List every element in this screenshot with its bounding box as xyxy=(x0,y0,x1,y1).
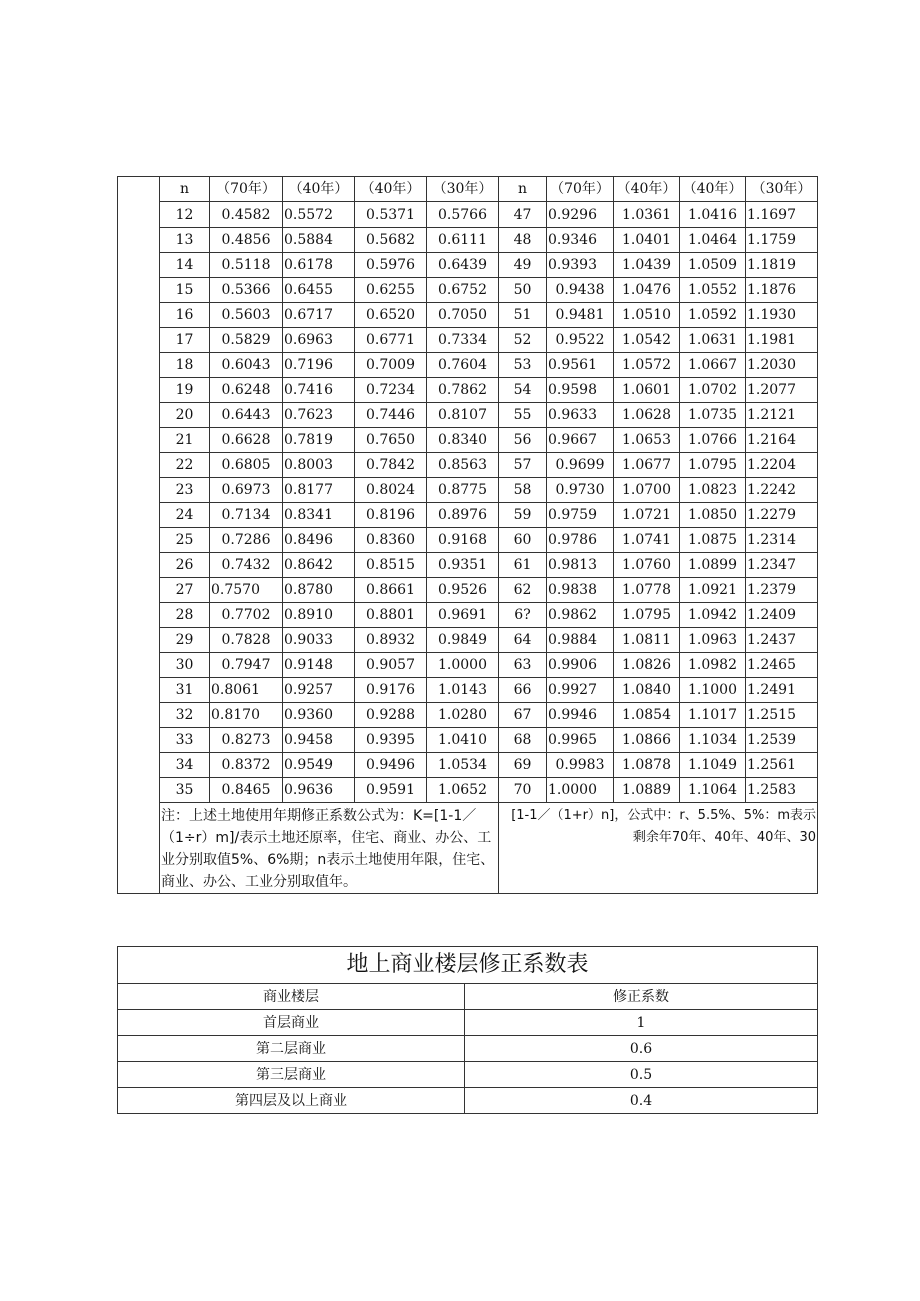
table-cell: 15 xyxy=(160,278,210,303)
table-cell: 0.8341 xyxy=(283,503,355,528)
table-cell: 0.7446 xyxy=(355,403,427,428)
table-cell: 1.0702 xyxy=(680,378,746,403)
table-cell: 0.8563 xyxy=(427,453,499,478)
table-cell: 1.0899 xyxy=(680,553,746,578)
table-cell: 0.9346 xyxy=(547,228,614,253)
coefficient-cell: 0.6 xyxy=(465,1036,818,1062)
floor-table-body xyxy=(118,1010,818,1114)
table-cell: 0.6255 xyxy=(355,278,427,303)
table-cell: 1.0850 xyxy=(680,503,746,528)
table-cell: 0.6771 xyxy=(355,328,427,353)
table-cell: 1.0700 xyxy=(614,478,680,503)
table-cell: 0.5766 xyxy=(427,202,499,228)
table-cell: 0.6520 xyxy=(355,303,427,328)
table-row xyxy=(118,578,818,603)
coefficient-cell: 1 xyxy=(465,1010,818,1036)
table-cell: 1.0280 xyxy=(427,703,499,728)
table-cell: 0.5884 xyxy=(283,228,355,253)
table-row xyxy=(118,353,818,378)
table-cell: 0.6717 xyxy=(283,303,355,328)
table-cell: 1.0875 xyxy=(680,528,746,553)
table-cell: 1.0552 xyxy=(680,278,746,303)
table-cell: 31 xyxy=(160,678,210,703)
table-cell: 50 xyxy=(499,278,547,303)
table-cell: 1.0572 xyxy=(614,353,680,378)
table-cell: 0.8360 xyxy=(355,528,427,553)
table-cell: 1.1017 xyxy=(680,703,746,728)
table-cell: 0.7334 xyxy=(427,328,499,353)
table-cell: 1.2515 xyxy=(746,703,818,728)
table-cell: 0.9561 xyxy=(547,353,614,378)
coefficient-cell: 0.4 xyxy=(465,1088,818,1114)
table-cell: 1.0921 xyxy=(680,578,746,603)
coefficient-cell: 0.5 xyxy=(465,1062,818,1088)
table-cell: 1.1000 xyxy=(680,678,746,703)
table-cell: 1.2314 xyxy=(746,528,818,553)
table-cell: 0.7196 xyxy=(283,353,355,378)
table-cell: 0.6178 xyxy=(283,253,355,278)
column-header: （40年） xyxy=(283,177,355,202)
table-cell: 1.1049 xyxy=(680,753,746,778)
table-cell: 0.9633 xyxy=(547,403,614,428)
table-cell: 0.7009 xyxy=(355,353,427,378)
table-cell: 0.9965 xyxy=(547,728,614,753)
column-header: （70年） xyxy=(547,177,614,202)
table-cell: 0.6752 xyxy=(427,278,499,303)
table-cell: 69 xyxy=(499,753,547,778)
table-cell: 1.0361 xyxy=(614,202,680,228)
table-cell: 0.6043 xyxy=(210,353,283,378)
table-cell: 1.0866 xyxy=(614,728,680,753)
table-cell: 1.0854 xyxy=(614,703,680,728)
table-cell: 1.0878 xyxy=(614,753,680,778)
table-cell: 0.9526 xyxy=(427,578,499,603)
table-cell: 0.7828 xyxy=(210,628,283,653)
table-cell: 0.8976 xyxy=(427,503,499,528)
table-cell: 1.1759 xyxy=(746,228,818,253)
table-cell: 1.0601 xyxy=(614,378,680,403)
column-header: n xyxy=(160,177,210,202)
table-row xyxy=(118,703,818,728)
table-cell: 70 xyxy=(499,778,547,803)
table-cell: 17 xyxy=(160,328,210,353)
table-row xyxy=(118,1088,818,1114)
table-cell: 1.1981 xyxy=(746,328,818,353)
table-cell: 16 xyxy=(160,303,210,328)
table-row xyxy=(118,603,818,628)
table-cell: 1.2077 xyxy=(746,378,818,403)
table-cell: 0.9438 xyxy=(547,278,614,303)
table-cell: 1.0000 xyxy=(427,653,499,678)
table-cell: 1.1034 xyxy=(680,728,746,753)
commercial-floor-coefficient-table xyxy=(117,946,818,1114)
table-cell: 1.0476 xyxy=(614,278,680,303)
coefficient-header: 修正系数 xyxy=(465,984,818,1010)
table-cell: 1.0592 xyxy=(680,303,746,328)
table-cell: 0.8107 xyxy=(427,403,499,428)
column-header: （70年） xyxy=(210,177,283,202)
table-row xyxy=(118,428,818,453)
table-cell: 0.8170 xyxy=(210,703,283,728)
table-cell: 0.9591 xyxy=(355,778,427,803)
table-cell: 1.0942 xyxy=(680,603,746,628)
table-cell: 0.5371 xyxy=(355,202,427,228)
table-cell: 20 xyxy=(160,403,210,428)
table-cell: 0.7604 xyxy=(427,353,499,378)
table-row xyxy=(118,653,818,678)
table-row xyxy=(118,453,818,478)
table-cell: 51 xyxy=(499,303,547,328)
table-cell: 0.8910 xyxy=(283,603,355,628)
floor-table-title: 地上商业楼层修正系数表 xyxy=(118,947,818,984)
table-cell: 27 xyxy=(160,578,210,603)
table-cell: 0.8496 xyxy=(283,528,355,553)
table-cell: 0.8372 xyxy=(210,753,283,778)
table-row xyxy=(118,678,818,703)
table-cell: 0.9148 xyxy=(283,653,355,678)
table-cell: 1.0410 xyxy=(427,728,499,753)
table-cell: 0.5572 xyxy=(283,202,355,228)
table-cell: 0.9983 xyxy=(547,753,614,778)
table-cell: 26 xyxy=(160,553,210,578)
table-cell: 0.9458 xyxy=(283,728,355,753)
table-cell: 0.9057 xyxy=(355,653,427,678)
table-cell: 0.9360 xyxy=(283,703,355,728)
table-cell: 22 xyxy=(160,453,210,478)
table-row xyxy=(118,753,818,778)
table-cell: 14 xyxy=(160,253,210,278)
table-cell: 1.0464 xyxy=(680,228,746,253)
table-cell: 35 xyxy=(160,778,210,803)
table-cell: 0.9636 xyxy=(283,778,355,803)
table-cell: 1.0889 xyxy=(614,778,680,803)
table-cell: 1.2121 xyxy=(746,403,818,428)
table-cell: 0.7234 xyxy=(355,378,427,403)
table-cell: 0.8465 xyxy=(210,778,283,803)
table-cell: 0.8061 xyxy=(210,678,283,703)
floor-cell: 第二层商业 xyxy=(118,1036,465,1062)
table-row xyxy=(118,528,818,553)
table-cell: 0.4856 xyxy=(210,228,283,253)
table-cell: 0.9906 xyxy=(547,653,614,678)
table-cell: 0.6248 xyxy=(210,378,283,403)
table-cell: 33 xyxy=(160,728,210,753)
table-cell: 0.9351 xyxy=(427,553,499,578)
table-cell: 0.6443 xyxy=(210,403,283,428)
table-cell: 1.0795 xyxy=(614,603,680,628)
table-cell: 0.9884 xyxy=(547,628,614,653)
table-cell: 62 xyxy=(499,578,547,603)
table-cell: 1.0439 xyxy=(614,253,680,278)
table-cell: 1.0840 xyxy=(614,678,680,703)
table-cell: 0.9257 xyxy=(283,678,355,703)
table-cell: 0.7623 xyxy=(283,403,355,428)
table-cell: 0.9730 xyxy=(547,478,614,503)
table-row xyxy=(118,1010,818,1036)
table-cell: 1.0811 xyxy=(614,628,680,653)
table-cell: 68 xyxy=(499,728,547,753)
table-cell: 0.9496 xyxy=(355,753,427,778)
formula-note-right: [1-1／（1+r）n]，公式中：r、5.5%、5%：m表示剩余年70年、40年、40年、30 xyxy=(499,803,818,894)
table-cell: 0.6439 xyxy=(427,253,499,278)
floor-cell: 第三层商业 xyxy=(118,1062,465,1088)
table-cell: 0.6628 xyxy=(210,428,283,453)
table-cell: 0.6111 xyxy=(427,228,499,253)
table-cell: 0.5976 xyxy=(355,253,427,278)
table-cell: 1.1697 xyxy=(746,202,818,228)
table-cell: 0.9838 xyxy=(547,578,614,603)
table-cell: 0.7570 xyxy=(210,578,283,603)
table-cell: 0.7416 xyxy=(283,378,355,403)
table-cell: 0.7050 xyxy=(427,303,499,328)
table-row xyxy=(118,303,818,328)
table-cell: 0.7286 xyxy=(210,528,283,553)
table-cell: 0.9176 xyxy=(355,678,427,703)
table-cell: 58 xyxy=(499,478,547,503)
table-cell: 1.0401 xyxy=(614,228,680,253)
table-cell: 1.0652 xyxy=(427,778,499,803)
table-cell: 23 xyxy=(160,478,210,503)
table-cell: 1.0826 xyxy=(614,653,680,678)
table-row xyxy=(118,1062,818,1088)
table-cell: 25 xyxy=(160,528,210,553)
table-cell: 63 xyxy=(499,653,547,678)
table-row xyxy=(118,278,818,303)
table-cell: 1.0963 xyxy=(680,628,746,653)
table-cell: 21 xyxy=(160,428,210,453)
table-cell: 0.9033 xyxy=(283,628,355,653)
table-cell: 0.8801 xyxy=(355,603,427,628)
table-cell: 1.0000 xyxy=(547,778,614,803)
left-margin-cell xyxy=(118,177,160,894)
table-cell: 0.9786 xyxy=(547,528,614,553)
table-cell: 0.5366 xyxy=(210,278,283,303)
table-cell: 1.2164 xyxy=(746,428,818,453)
table-cell: 0.8932 xyxy=(355,628,427,653)
table-row xyxy=(118,628,818,653)
table-cell: 0.7650 xyxy=(355,428,427,453)
table-cell: 12 xyxy=(160,202,210,228)
table-cell: 0.7947 xyxy=(210,653,283,678)
table-row xyxy=(118,253,818,278)
table-row xyxy=(118,503,818,528)
table-cell: 0.9927 xyxy=(547,678,614,703)
table-cell: 13 xyxy=(160,228,210,253)
table-row xyxy=(118,228,818,253)
table-cell: 1.0982 xyxy=(680,653,746,678)
table-cell: 0.5118 xyxy=(210,253,283,278)
table-cell: 67 xyxy=(499,703,547,728)
table-cell: 0.8642 xyxy=(283,553,355,578)
table-cell: 1.0721 xyxy=(614,503,680,528)
table-cell: 1.2347 xyxy=(746,553,818,578)
table-cell: 1.2583 xyxy=(746,778,818,803)
table-cell: 0.9667 xyxy=(547,428,614,453)
table-cell: 1.0143 xyxy=(427,678,499,703)
table-cell: 0.8273 xyxy=(210,728,283,753)
table-cell: 0.9699 xyxy=(547,453,614,478)
table-cell: 0.4582 xyxy=(210,202,283,228)
table-cell: 1.2491 xyxy=(746,678,818,703)
table-cell: 1.0534 xyxy=(427,753,499,778)
table-cell: 0.5682 xyxy=(355,228,427,253)
table-cell: 0.8177 xyxy=(283,478,355,503)
table-row xyxy=(118,778,818,803)
column-header: （40年） xyxy=(614,177,680,202)
table-cell: 1.1819 xyxy=(746,253,818,278)
table-cell: 0.6963 xyxy=(283,328,355,353)
table-cell: 1.0760 xyxy=(614,553,680,578)
table-cell: 0.9549 xyxy=(283,753,355,778)
table-cell: 1.2204 xyxy=(746,453,818,478)
formula-note-left: 注：上述土地使用年期修正系数公式为：K=[1-1／（1÷r）m]/表示土地还原率，住宅、商业、办公、工业分别取值5%、6%期；n表示土地使用年限，住宅、商业、办公、工业分别取值年。 xyxy=(160,803,499,894)
table-cell: 0.9598 xyxy=(547,378,614,403)
table-cell: 0.9759 xyxy=(547,503,614,528)
table-cell: 28 xyxy=(160,603,210,628)
table-cell: 1.2279 xyxy=(746,503,818,528)
column-header: （40年） xyxy=(680,177,746,202)
table-cell: 55 xyxy=(499,403,547,428)
table-cell: 66 xyxy=(499,678,547,703)
table-cell: 0.7862 xyxy=(427,378,499,403)
table-cell: 29 xyxy=(160,628,210,653)
table-cell: 1.0510 xyxy=(614,303,680,328)
table-cell: 0.5603 xyxy=(210,303,283,328)
table-cell: 1.2242 xyxy=(746,478,818,503)
table-cell: 64 xyxy=(499,628,547,653)
table-cell: 60 xyxy=(499,528,547,553)
table-cell: 0.9522 xyxy=(547,328,614,353)
table-cell: 1.0735 xyxy=(680,403,746,428)
table-cell: 57 xyxy=(499,453,547,478)
table-cell: 1.0677 xyxy=(614,453,680,478)
table-cell: 1.2409 xyxy=(746,603,818,628)
table-cell: 52 xyxy=(499,328,547,353)
coefficient-table-body xyxy=(118,177,818,894)
table-cell: 54 xyxy=(499,378,547,403)
table-cell: 0.7702 xyxy=(210,603,283,628)
table-cell: 1.0778 xyxy=(614,578,680,603)
table-cell: 0.7819 xyxy=(283,428,355,453)
table-row xyxy=(118,378,818,403)
table-cell: 1.0631 xyxy=(680,328,746,353)
table-cell: 0.6805 xyxy=(210,453,283,478)
table-cell: 47 xyxy=(499,202,547,228)
table-cell: 1.2465 xyxy=(746,653,818,678)
land-use-term-coefficient-table xyxy=(117,176,818,894)
table-cell: 53 xyxy=(499,353,547,378)
table-row xyxy=(118,553,818,578)
table-row xyxy=(118,478,818,503)
table-cell: 48 xyxy=(499,228,547,253)
table-cell: 0.8024 xyxy=(355,478,427,503)
table-cell: 6? xyxy=(499,603,547,628)
table-cell: 0.8515 xyxy=(355,553,427,578)
table-cell: 1.2030 xyxy=(746,353,818,378)
table-cell: 0.9393 xyxy=(547,253,614,278)
table-cell: 0.9481 xyxy=(547,303,614,328)
table-cell: 0.8775 xyxy=(427,478,499,503)
table-cell: 0.9296 xyxy=(547,202,614,228)
table-cell: 56 xyxy=(499,428,547,453)
table-cell: 0.8661 xyxy=(355,578,427,603)
table-cell: 1.0542 xyxy=(614,328,680,353)
table-cell: 0.6973 xyxy=(210,478,283,503)
table-cell: 0.5829 xyxy=(210,328,283,353)
table-cell: 18 xyxy=(160,353,210,378)
table-cell: 0.9862 xyxy=(547,603,614,628)
column-header: （30年） xyxy=(746,177,818,202)
note-row xyxy=(118,803,818,894)
floor-cell: 第四层及以上商业 xyxy=(118,1088,465,1114)
table-cell: 1.0823 xyxy=(680,478,746,503)
table-cell: 0.7842 xyxy=(355,453,427,478)
table-cell: 1.2561 xyxy=(746,753,818,778)
table-cell: 61 xyxy=(499,553,547,578)
table-cell: 1.2539 xyxy=(746,728,818,753)
column-header: （30年） xyxy=(427,177,499,202)
table-cell: 34 xyxy=(160,753,210,778)
table-cell: 30 xyxy=(160,653,210,678)
table-row xyxy=(118,202,818,228)
table-cell: 1.0766 xyxy=(680,428,746,453)
table-cell: 0.9691 xyxy=(427,603,499,628)
table-cell: 0.9168 xyxy=(427,528,499,553)
table-cell: 0.8780 xyxy=(283,578,355,603)
table-row xyxy=(118,1036,818,1062)
table-cell: 0.9946 xyxy=(547,703,614,728)
column-header: n xyxy=(499,177,547,202)
coefficient-header-row xyxy=(118,177,818,202)
table-cell: 0.9395 xyxy=(355,728,427,753)
table-cell: 0.6455 xyxy=(283,278,355,303)
table-cell: 1.0416 xyxy=(680,202,746,228)
table-cell: 1.1930 xyxy=(746,303,818,328)
floor-header: 商业楼层 xyxy=(118,984,465,1010)
table-cell: 1.0741 xyxy=(614,528,680,553)
table-cell: 1.2379 xyxy=(746,578,818,603)
table-cell: 0.9288 xyxy=(355,703,427,728)
table-cell: 0.8003 xyxy=(283,453,355,478)
table-row xyxy=(118,403,818,428)
table-cell: 1.0509 xyxy=(680,253,746,278)
table-cell: 59 xyxy=(499,503,547,528)
table-cell: 1.2437 xyxy=(746,628,818,653)
table-cell: 1.1876 xyxy=(746,278,818,303)
table-cell: 1.1064 xyxy=(680,778,746,803)
table-cell: 0.8340 xyxy=(427,428,499,453)
table-row xyxy=(118,728,818,753)
table-cell: 1.0653 xyxy=(614,428,680,453)
table-cell: 0.7134 xyxy=(210,503,283,528)
table-cell: 19 xyxy=(160,378,210,403)
floor-cell: 首层商业 xyxy=(118,1010,465,1036)
table-cell: 0.9849 xyxy=(427,628,499,653)
table-cell: 1.0795 xyxy=(680,453,746,478)
table-cell: 49 xyxy=(499,253,547,278)
table-cell: 0.9813 xyxy=(547,553,614,578)
table-cell: 32 xyxy=(160,703,210,728)
table-cell: 0.7432 xyxy=(210,553,283,578)
table-row xyxy=(118,328,818,353)
table-cell: 24 xyxy=(160,503,210,528)
table-cell: 1.0628 xyxy=(614,403,680,428)
column-header: （40年） xyxy=(355,177,427,202)
table-cell: 1.0667 xyxy=(680,353,746,378)
table-cell: 0.8196 xyxy=(355,503,427,528)
